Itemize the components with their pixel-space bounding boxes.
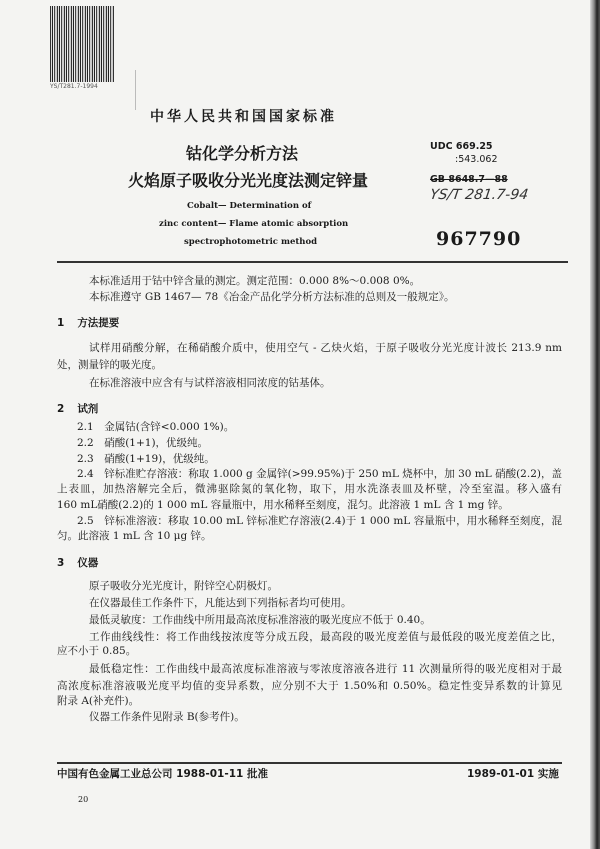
- divider: [135, 70, 136, 110]
- english-title-line-2: zinc content— Flame atomic absorption: [159, 219, 349, 229]
- text-line: 最低灵敏度：工作曲线中所用最高浓度标准溶液的吸光度应不低于 0.40。: [89, 614, 431, 626]
- page-number: 20: [78, 795, 89, 804]
- superseded-gb-code: GB 8648.7—88: [430, 174, 508, 185]
- national-standard-label: 中华人民共和国国家标准: [150, 109, 337, 125]
- text-line: 原子吸收分光光度计，附锌空心阴极灯。: [89, 580, 278, 592]
- section-title: 仪器: [77, 557, 99, 569]
- scan-edge: [590, 0, 600, 849]
- section-title: 试剂: [77, 403, 99, 415]
- scope-paragraph: 本标准适用于钴中锌含量的测定。测定范围：0.000 8%～0.008 0%。: [89, 275, 421, 287]
- text-line: 处，测量锌的吸光度。: [57, 359, 162, 371]
- text-line: 匀。此溶液 1 mL 含 10 μg 锌。: [57, 530, 212, 542]
- section-3-heading: [57, 557, 98, 570]
- text-line: 2.4 锌标准贮存溶液：称取 1.000 g 金属锌(>99.95%)于 250 mL 烧杯中，加 30 mL 硝酸(2.2)，盖: [77, 468, 562, 480]
- implementation-date: 1989-01-01 实施: [467, 768, 559, 780]
- text-line: 最低稳定性：工作曲线中最高浓度标准溶液与零浓度溶液各进行 11 次测量所得的吸光度相对于最: [89, 663, 562, 675]
- english-title-line-3: spectrophotometric method: [184, 237, 318, 247]
- text-line: 2.5 锌标准溶液：移取 10.00 mL 锌标准贮存溶液(2.4)于 1 000 mL 容量瓶中，用水稀释至刻度，混: [77, 515, 562, 527]
- footer-rule: [57, 762, 562, 764]
- barcode: [50, 6, 114, 82]
- text-line: 工作曲线线性：将工作曲线按浓度等分成五段，最高段的吸光度差值与最低段的吸光度差值之比，: [89, 631, 562, 643]
- section-2-heading: [57, 403, 98, 416]
- text-line: 上表皿，加热溶解完全后，微沸驱除氮的氧化物，取下，用水洗涤表皿及杯壁，冷至室温。移入盛有: [57, 483, 562, 495]
- text-line: 在标准溶液中应含有与试样溶液相同浓度的钴基体。: [89, 377, 331, 389]
- document-number: 967790: [436, 228, 522, 250]
- text-line: 160 mL硝酸(2.2)的 1 000 mL 容量瓶中，用水稀释至刻度，混匀。此溶液 1 mL 含 1 mg 锌。: [57, 499, 509, 511]
- text-line: 2.1 金属钴(含锌<0.000 1%)。: [77, 421, 235, 433]
- text-line: 在仪器最佳工作条件下，凡能达到下列指标者均可使用。: [89, 597, 352, 609]
- text-line: 高浓度标准溶液吸光度平均值的变异系数，应分别不大于 1.50%和 0.50%。稳定性变异系数的计算见: [57, 680, 562, 692]
- text-line: 附录 A(补充件)。: [57, 695, 140, 707]
- header-rule: [57, 261, 568, 263]
- section-number: 2: [57, 403, 65, 415]
- text-line: 2.3 硝酸(1+19)，优级纯。: [77, 453, 215, 465]
- udc-line-2: :543.062: [455, 154, 498, 165]
- handwritten-code: YS/T 281.7-94: [428, 187, 530, 203]
- section-number: 3: [57, 557, 65, 569]
- text-line: 仪器工作条件见附录 B(参考件)。: [89, 711, 245, 723]
- section-title: 方法提要: [77, 317, 120, 329]
- title-line-1: 钴化学分析方法: [186, 144, 299, 163]
- text-line: 2.2 硝酸(1+1)，优级纯。: [77, 437, 209, 449]
- approval-text: 中国有色金属工业总公司 1988-01-11 批准: [57, 768, 268, 780]
- text-line: 试样用硝酸分解，在稀硝酸介质中，使用空气 - 乙炔火焰，于原子吸收分光光度计波长 213.9 nm: [89, 342, 562, 354]
- udc-line-1: UDC 669.25: [430, 141, 493, 152]
- english-title-line-1: Cobalt— Determination of: [187, 201, 312, 211]
- compliance-paragraph: 本标准遵守 GB 1467— 78《冶金产品化学分析方法标准的总则及一般规定》。: [89, 291, 455, 303]
- title-line-2: 火焰原子吸收分光光度法测定锌量: [128, 171, 369, 190]
- text-line: 应不小于 0.85。: [57, 645, 137, 657]
- section-number: 1: [57, 317, 65, 329]
- section-1-heading: [57, 317, 119, 330]
- barcode-label: YS/T281.7-1994: [50, 83, 98, 90]
